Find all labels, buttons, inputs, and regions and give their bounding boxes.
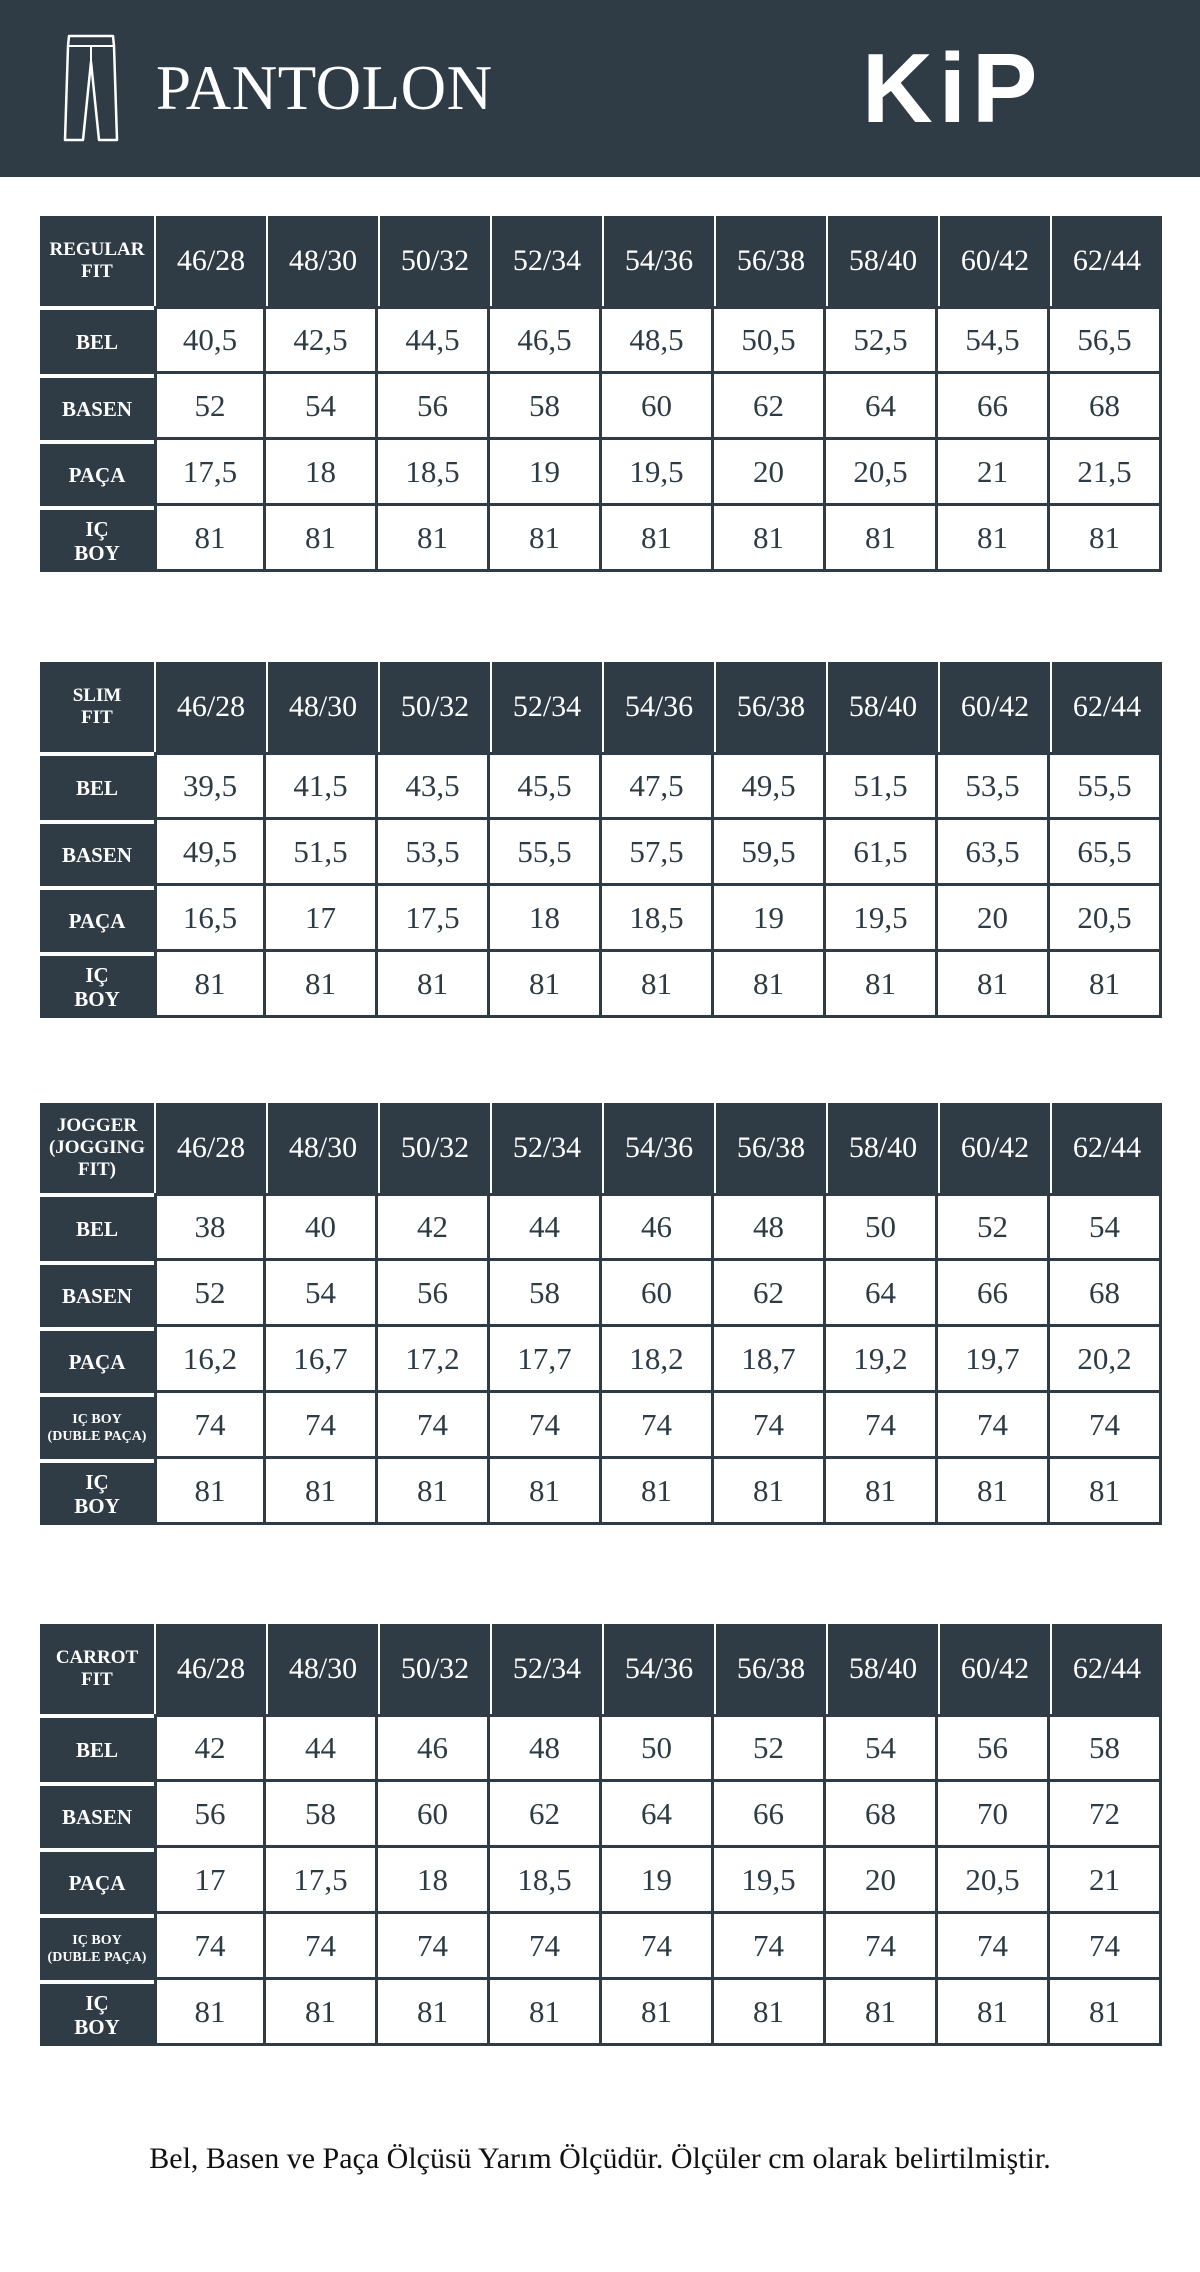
table-cell: 81 bbox=[826, 506, 938, 572]
table-cell: 81 bbox=[826, 952, 938, 1018]
table-cell: 20 bbox=[714, 440, 826, 506]
table-cell: 62 bbox=[714, 1261, 826, 1327]
table-cell: 53,5 bbox=[938, 752, 1050, 820]
footnote: Bel, Basen ve Paça Ölçüsü Yarım Ölçüdür. Ölçüler cm olarak belirtilmiştir. bbox=[149, 2142, 1051, 2175]
table-cell: 44,5 bbox=[378, 306, 490, 374]
table-row bbox=[40, 952, 1162, 1018]
table-cell: 74 bbox=[938, 1914, 1050, 1980]
table-cell: 55,5 bbox=[490, 820, 602, 886]
fit-label-line: FIT bbox=[81, 707, 113, 728]
table-cell: 64 bbox=[826, 1261, 938, 1327]
table-cell: 61,5 bbox=[826, 820, 938, 886]
table-header-row bbox=[40, 1103, 1162, 1193]
table-row bbox=[40, 1193, 1162, 1261]
table-cell: 57,5 bbox=[602, 820, 714, 886]
measurement-label bbox=[40, 952, 154, 1018]
table-cell: 74 bbox=[154, 1393, 266, 1459]
table-cell: 81 bbox=[154, 1459, 266, 1525]
table-cell: 18,2 bbox=[602, 1327, 714, 1393]
table-row bbox=[40, 506, 1162, 572]
table-row bbox=[40, 1914, 1162, 1980]
table-cell: 49,5 bbox=[714, 752, 826, 820]
table-row bbox=[40, 1848, 1162, 1914]
table-cell: 59,5 bbox=[714, 820, 826, 886]
measurement-label-line: IÇ bbox=[85, 963, 109, 987]
table-cell: 52 bbox=[154, 374, 266, 440]
table-cell: 20 bbox=[826, 1848, 938, 1914]
table-cell: 54 bbox=[826, 1714, 938, 1782]
measurement-label bbox=[40, 1980, 154, 2046]
size-column-header: 60/42 bbox=[938, 216, 1050, 306]
measurement-label-line: BOY bbox=[74, 1494, 120, 1518]
brand-logo bbox=[862, 33, 1144, 143]
table-cell: 52 bbox=[154, 1261, 266, 1327]
size-table bbox=[40, 1103, 1162, 1525]
table-cell: 74 bbox=[714, 1393, 826, 1459]
table-cell: 19,5 bbox=[602, 440, 714, 506]
table-row bbox=[40, 1782, 1162, 1848]
size-column-header: 54/36 bbox=[602, 216, 714, 306]
table-cell: 19,2 bbox=[826, 1327, 938, 1393]
table-cell: 19,5 bbox=[826, 886, 938, 952]
size-column-header: 62/44 bbox=[1050, 1624, 1162, 1714]
measurement-label-line: BASEN bbox=[61, 1284, 133, 1308]
measurement-label bbox=[40, 306, 154, 374]
measurement-label-line: PAÇA bbox=[68, 1350, 126, 1374]
measurement-label bbox=[40, 1782, 154, 1848]
table-cell: 81 bbox=[826, 1980, 938, 2046]
table-cell: 19,7 bbox=[938, 1327, 1050, 1393]
table-cell: 52 bbox=[938, 1193, 1050, 1261]
table-cell: 20,2 bbox=[1050, 1327, 1162, 1393]
table-cell: 74 bbox=[266, 1914, 378, 1980]
table-cell: 45,5 bbox=[490, 752, 602, 820]
size-column-header: 52/34 bbox=[490, 1103, 602, 1193]
measurement-label bbox=[40, 1714, 154, 1782]
table-row bbox=[40, 1980, 1162, 2046]
table-cell: 20,5 bbox=[938, 1848, 1050, 1914]
measurement-label bbox=[40, 1459, 154, 1525]
table-cell: 19 bbox=[602, 1848, 714, 1914]
table-cell: 17,7 bbox=[490, 1327, 602, 1393]
table-row bbox=[40, 752, 1162, 820]
table-row bbox=[40, 820, 1162, 886]
table-cell: 81 bbox=[154, 1980, 266, 2046]
table-cell: 66 bbox=[938, 374, 1050, 440]
table-cell: 47,5 bbox=[602, 752, 714, 820]
table-cell: 41,5 bbox=[266, 752, 378, 820]
table-cell: 19 bbox=[714, 886, 826, 952]
table-cell: 81 bbox=[938, 506, 1050, 572]
table-cell: 21,5 bbox=[1050, 440, 1162, 506]
table-cell: 60 bbox=[602, 374, 714, 440]
table-cell: 81 bbox=[1050, 1459, 1162, 1525]
table-cell: 81 bbox=[266, 506, 378, 572]
measurement-label-line: PAÇA bbox=[68, 463, 126, 487]
size-column-header: 46/28 bbox=[154, 1103, 266, 1193]
table-cell: 21 bbox=[938, 440, 1050, 506]
table-cell: 18,5 bbox=[378, 440, 490, 506]
fit-label-line: FIT bbox=[81, 1669, 113, 1690]
fit-label bbox=[40, 216, 154, 306]
table-cell: 54 bbox=[266, 1261, 378, 1327]
size-column-header: 46/28 bbox=[154, 1624, 266, 1714]
table-cell: 62 bbox=[714, 374, 826, 440]
table-cell: 18,7 bbox=[714, 1327, 826, 1393]
table-cell: 74 bbox=[490, 1393, 602, 1459]
size-column-header: 48/30 bbox=[266, 662, 378, 752]
size-column-header: 58/40 bbox=[826, 216, 938, 306]
fit-label-line: (JOGGING bbox=[48, 1137, 146, 1158]
fit-label-line: SLIM bbox=[72, 685, 122, 706]
size-table bbox=[40, 216, 1162, 572]
measurement-label-line: (DUBLE PAÇA) bbox=[47, 1429, 147, 1444]
table-cell: 68 bbox=[1050, 1261, 1162, 1327]
table-cell: 38 bbox=[154, 1193, 266, 1261]
table-cell: 54 bbox=[266, 374, 378, 440]
table-cell: 53,5 bbox=[378, 820, 490, 886]
table-cell: 81 bbox=[1050, 952, 1162, 1018]
table-cell: 17 bbox=[154, 1848, 266, 1914]
size-column-header: 48/30 bbox=[266, 216, 378, 306]
table-cell: 42 bbox=[154, 1714, 266, 1782]
measurement-label-line: (DUBLE PAÇA) bbox=[47, 1950, 147, 1965]
size-column-header: 62/44 bbox=[1050, 662, 1162, 752]
table-cell: 46 bbox=[602, 1193, 714, 1261]
table-cell: 81 bbox=[714, 1980, 826, 2046]
table-cell: 20,5 bbox=[1050, 886, 1162, 952]
size-column-header: 54/36 bbox=[602, 1624, 714, 1714]
measurement-label-line: BASEN bbox=[61, 843, 133, 867]
table-cell: 81 bbox=[266, 1459, 378, 1525]
fit-label bbox=[40, 662, 154, 752]
table-cell: 81 bbox=[1050, 506, 1162, 572]
table-cell: 58 bbox=[1050, 1714, 1162, 1782]
measurement-label bbox=[40, 1393, 154, 1459]
fit-label-line: REGULAR bbox=[49, 239, 145, 260]
table-cell: 40,5 bbox=[154, 306, 266, 374]
table-cell: 48 bbox=[490, 1714, 602, 1782]
size-column-header: 60/42 bbox=[938, 1103, 1050, 1193]
table-cell: 17,2 bbox=[378, 1327, 490, 1393]
table-cell: 42 bbox=[378, 1193, 490, 1261]
table-cell: 39,5 bbox=[154, 752, 266, 820]
table-row bbox=[40, 306, 1162, 374]
size-column-header: 56/38 bbox=[714, 662, 826, 752]
table-header-row bbox=[40, 662, 1162, 752]
table-header-row bbox=[40, 1624, 1162, 1714]
table-cell: 56 bbox=[378, 1261, 490, 1327]
table-cell: 81 bbox=[826, 1459, 938, 1525]
table-cell: 81 bbox=[378, 1459, 490, 1525]
table-cell: 81 bbox=[154, 952, 266, 1018]
size-column-header: 58/40 bbox=[826, 1103, 938, 1193]
table-row bbox=[40, 1459, 1162, 1525]
table-cell: 68 bbox=[1050, 374, 1162, 440]
table-cell: 54 bbox=[1050, 1193, 1162, 1261]
size-column-header: 62/44 bbox=[1050, 216, 1162, 306]
measurement-label-line: BASEN bbox=[61, 397, 133, 421]
table-cell: 52,5 bbox=[826, 306, 938, 374]
measurement-label-line: BEL bbox=[75, 330, 119, 354]
measurement-label-line: BASEN bbox=[61, 1805, 133, 1829]
measurement-label-line: BEL bbox=[75, 1738, 119, 1762]
size-column-header: 50/32 bbox=[378, 216, 490, 306]
table-cell: 58 bbox=[490, 1261, 602, 1327]
table-cell: 81 bbox=[602, 1980, 714, 2046]
table-cell: 74 bbox=[266, 1393, 378, 1459]
table-row bbox=[40, 1327, 1162, 1393]
table-cell: 66 bbox=[714, 1782, 826, 1848]
measurement-label-line: PAÇA bbox=[68, 1871, 126, 1895]
table-cell: 60 bbox=[378, 1782, 490, 1848]
header-banner bbox=[0, 0, 1200, 177]
table-cell: 49,5 bbox=[154, 820, 266, 886]
size-column-header: 54/36 bbox=[602, 662, 714, 752]
measurement-label-line: BOY bbox=[74, 2015, 120, 2039]
size-column-header: 60/42 bbox=[938, 662, 1050, 752]
table-cell: 62 bbox=[490, 1782, 602, 1848]
table-cell: 55,5 bbox=[1050, 752, 1162, 820]
measurement-label-line: BOY bbox=[74, 541, 120, 565]
size-table bbox=[40, 1624, 1162, 2046]
table-cell: 81 bbox=[490, 506, 602, 572]
table-cell: 81 bbox=[378, 506, 490, 572]
measurement-label bbox=[40, 820, 154, 886]
table-cell: 81 bbox=[938, 1980, 1050, 2046]
fit-label bbox=[40, 1624, 154, 1714]
table-row bbox=[40, 374, 1162, 440]
measurement-label bbox=[40, 1848, 154, 1914]
measurement-label bbox=[40, 1327, 154, 1393]
table-cell: 42,5 bbox=[266, 306, 378, 374]
table-cell: 81 bbox=[1050, 1980, 1162, 2046]
measurement-label bbox=[40, 1193, 154, 1261]
brand-logo-text: KiP bbox=[862, 33, 1044, 143]
table-cell: 17 bbox=[266, 886, 378, 952]
table-cell: 18 bbox=[490, 886, 602, 952]
measurement-label-line: IÇ BOY bbox=[72, 1412, 122, 1427]
table-cell: 74 bbox=[490, 1914, 602, 1980]
table-row bbox=[40, 1393, 1162, 1459]
fit-label-line: JOGGER bbox=[56, 1115, 138, 1136]
page-title: PANTOLON bbox=[156, 53, 493, 123]
table-cell: 16,2 bbox=[154, 1327, 266, 1393]
table-cell: 60 bbox=[602, 1261, 714, 1327]
measurement-label bbox=[40, 506, 154, 572]
table-cell: 56,5 bbox=[1050, 306, 1162, 374]
measurement-label-line: BOY bbox=[74, 987, 120, 1011]
table-cell: 43,5 bbox=[378, 752, 490, 820]
table-cell: 58 bbox=[490, 374, 602, 440]
size-column-header: 52/34 bbox=[490, 216, 602, 306]
size-column-header: 60/42 bbox=[938, 1624, 1050, 1714]
table-cell: 51,5 bbox=[266, 820, 378, 886]
table-cell: 74 bbox=[1050, 1393, 1162, 1459]
fit-label-line: FIT bbox=[81, 261, 113, 282]
table-cell: 20,5 bbox=[826, 440, 938, 506]
table-cell: 18,5 bbox=[490, 1848, 602, 1914]
table-cell: 74 bbox=[602, 1393, 714, 1459]
table-cell: 19,5 bbox=[714, 1848, 826, 1914]
table-cell: 74 bbox=[938, 1393, 1050, 1459]
table-cell: 19 bbox=[490, 440, 602, 506]
table-cell: 66 bbox=[938, 1261, 1050, 1327]
size-column-header: 48/30 bbox=[266, 1624, 378, 1714]
size-column-header: 46/28 bbox=[154, 216, 266, 306]
size-column-header: 52/34 bbox=[490, 662, 602, 752]
table-cell: 56 bbox=[154, 1782, 266, 1848]
table-cell: 81 bbox=[602, 506, 714, 572]
table-cell: 81 bbox=[266, 1980, 378, 2046]
measurement-label bbox=[40, 886, 154, 952]
measurement-label-line: IÇ bbox=[85, 1991, 109, 2015]
table-cell: 74 bbox=[378, 1393, 490, 1459]
table-cell: 74 bbox=[378, 1914, 490, 1980]
table-cell: 58 bbox=[266, 1782, 378, 1848]
table-cell: 81 bbox=[714, 506, 826, 572]
table-cell: 70 bbox=[938, 1782, 1050, 1848]
table-cell: 65,5 bbox=[1050, 820, 1162, 886]
table-cell: 68 bbox=[826, 1782, 938, 1848]
table-cell: 81 bbox=[602, 952, 714, 1018]
size-column-header: 50/32 bbox=[378, 1624, 490, 1714]
table-cell: 40 bbox=[266, 1193, 378, 1261]
measurement-label-line: PAÇA bbox=[68, 909, 126, 933]
size-column-header: 58/40 bbox=[826, 1624, 938, 1714]
table-cell: 63,5 bbox=[938, 820, 1050, 886]
measurement-label bbox=[40, 1914, 154, 1980]
table-header-row bbox=[40, 216, 1162, 306]
table-cell: 44 bbox=[266, 1714, 378, 1782]
measurement-label-line: IÇ bbox=[85, 517, 109, 541]
table-cell: 81 bbox=[490, 1459, 602, 1525]
table-cell: 81 bbox=[154, 506, 266, 572]
table-cell: 72 bbox=[1050, 1782, 1162, 1848]
table-cell: 48 bbox=[714, 1193, 826, 1261]
table-cell: 64 bbox=[602, 1782, 714, 1848]
table-cell: 44 bbox=[490, 1193, 602, 1261]
table-cell: 81 bbox=[378, 1980, 490, 2046]
table-row bbox=[40, 440, 1162, 506]
table-cell: 50 bbox=[602, 1714, 714, 1782]
table-cell: 64 bbox=[826, 374, 938, 440]
table-cell: 74 bbox=[154, 1914, 266, 1980]
table-cell: 81 bbox=[490, 1980, 602, 2046]
table-cell: 52 bbox=[714, 1714, 826, 1782]
size-column-header: 46/28 bbox=[154, 662, 266, 752]
table-cell: 74 bbox=[826, 1393, 938, 1459]
table-row bbox=[40, 1714, 1162, 1782]
table-cell: 18 bbox=[266, 440, 378, 506]
table-cell: 74 bbox=[714, 1914, 826, 1980]
table-cell: 56 bbox=[378, 374, 490, 440]
size-column-header: 58/40 bbox=[826, 662, 938, 752]
table-cell: 81 bbox=[378, 952, 490, 1018]
table-cell: 18 bbox=[378, 1848, 490, 1914]
size-column-header: 62/44 bbox=[1050, 1103, 1162, 1193]
table-cell: 81 bbox=[266, 952, 378, 1018]
measurement-label bbox=[40, 752, 154, 820]
size-column-header: 54/36 bbox=[602, 1103, 714, 1193]
size-column-header: 48/30 bbox=[266, 1103, 378, 1193]
table-cell: 16,5 bbox=[154, 886, 266, 952]
table-row bbox=[40, 1261, 1162, 1327]
measurement-label-line: BEL bbox=[75, 1217, 119, 1241]
table-cell: 46 bbox=[378, 1714, 490, 1782]
table-cell: 81 bbox=[938, 952, 1050, 1018]
table-row bbox=[40, 886, 1162, 952]
fit-label-line: FIT) bbox=[78, 1159, 116, 1180]
table-cell: 74 bbox=[826, 1914, 938, 1980]
measurement-label bbox=[40, 1261, 154, 1327]
size-table bbox=[40, 662, 1162, 1018]
fit-label bbox=[40, 1103, 154, 1193]
size-column-header: 50/32 bbox=[378, 662, 490, 752]
table-cell: 74 bbox=[602, 1914, 714, 1980]
table-cell: 17,5 bbox=[154, 440, 266, 506]
table-cell: 81 bbox=[938, 1459, 1050, 1525]
size-column-header: 56/38 bbox=[714, 1624, 826, 1714]
measurement-label bbox=[40, 374, 154, 440]
measurement-label-line: BEL bbox=[75, 776, 119, 800]
table-cell: 16,7 bbox=[266, 1327, 378, 1393]
size-column-header: 50/32 bbox=[378, 1103, 490, 1193]
table-cell: 54,5 bbox=[938, 306, 1050, 374]
measurement-label bbox=[40, 440, 154, 506]
size-column-header: 56/38 bbox=[714, 1103, 826, 1193]
table-cell: 50 bbox=[826, 1193, 938, 1261]
table-cell: 81 bbox=[714, 952, 826, 1018]
table-cell: 17,5 bbox=[378, 886, 490, 952]
table-cell: 50,5 bbox=[714, 306, 826, 374]
table-cell: 20 bbox=[938, 886, 1050, 952]
table-cell: 81 bbox=[490, 952, 602, 1018]
size-column-header: 56/38 bbox=[714, 216, 826, 306]
table-cell: 56 bbox=[938, 1714, 1050, 1782]
table-cell: 48,5 bbox=[602, 306, 714, 374]
table-cell: 51,5 bbox=[826, 752, 938, 820]
table-cell: 81 bbox=[714, 1459, 826, 1525]
table-cell: 46,5 bbox=[490, 306, 602, 374]
size-column-header: 52/34 bbox=[490, 1624, 602, 1714]
measurement-label-line: IÇ BOY bbox=[72, 1933, 122, 1948]
table-cell: 81 bbox=[602, 1459, 714, 1525]
fit-label-line: CARROT bbox=[55, 1647, 139, 1668]
pants-icon bbox=[63, 32, 119, 144]
table-cell: 74 bbox=[1050, 1914, 1162, 1980]
table-cell: 18,5 bbox=[602, 886, 714, 952]
table-cell: 21 bbox=[1050, 1848, 1162, 1914]
table-cell: 17,5 bbox=[266, 1848, 378, 1914]
measurement-label-line: IÇ bbox=[85, 1470, 109, 1494]
